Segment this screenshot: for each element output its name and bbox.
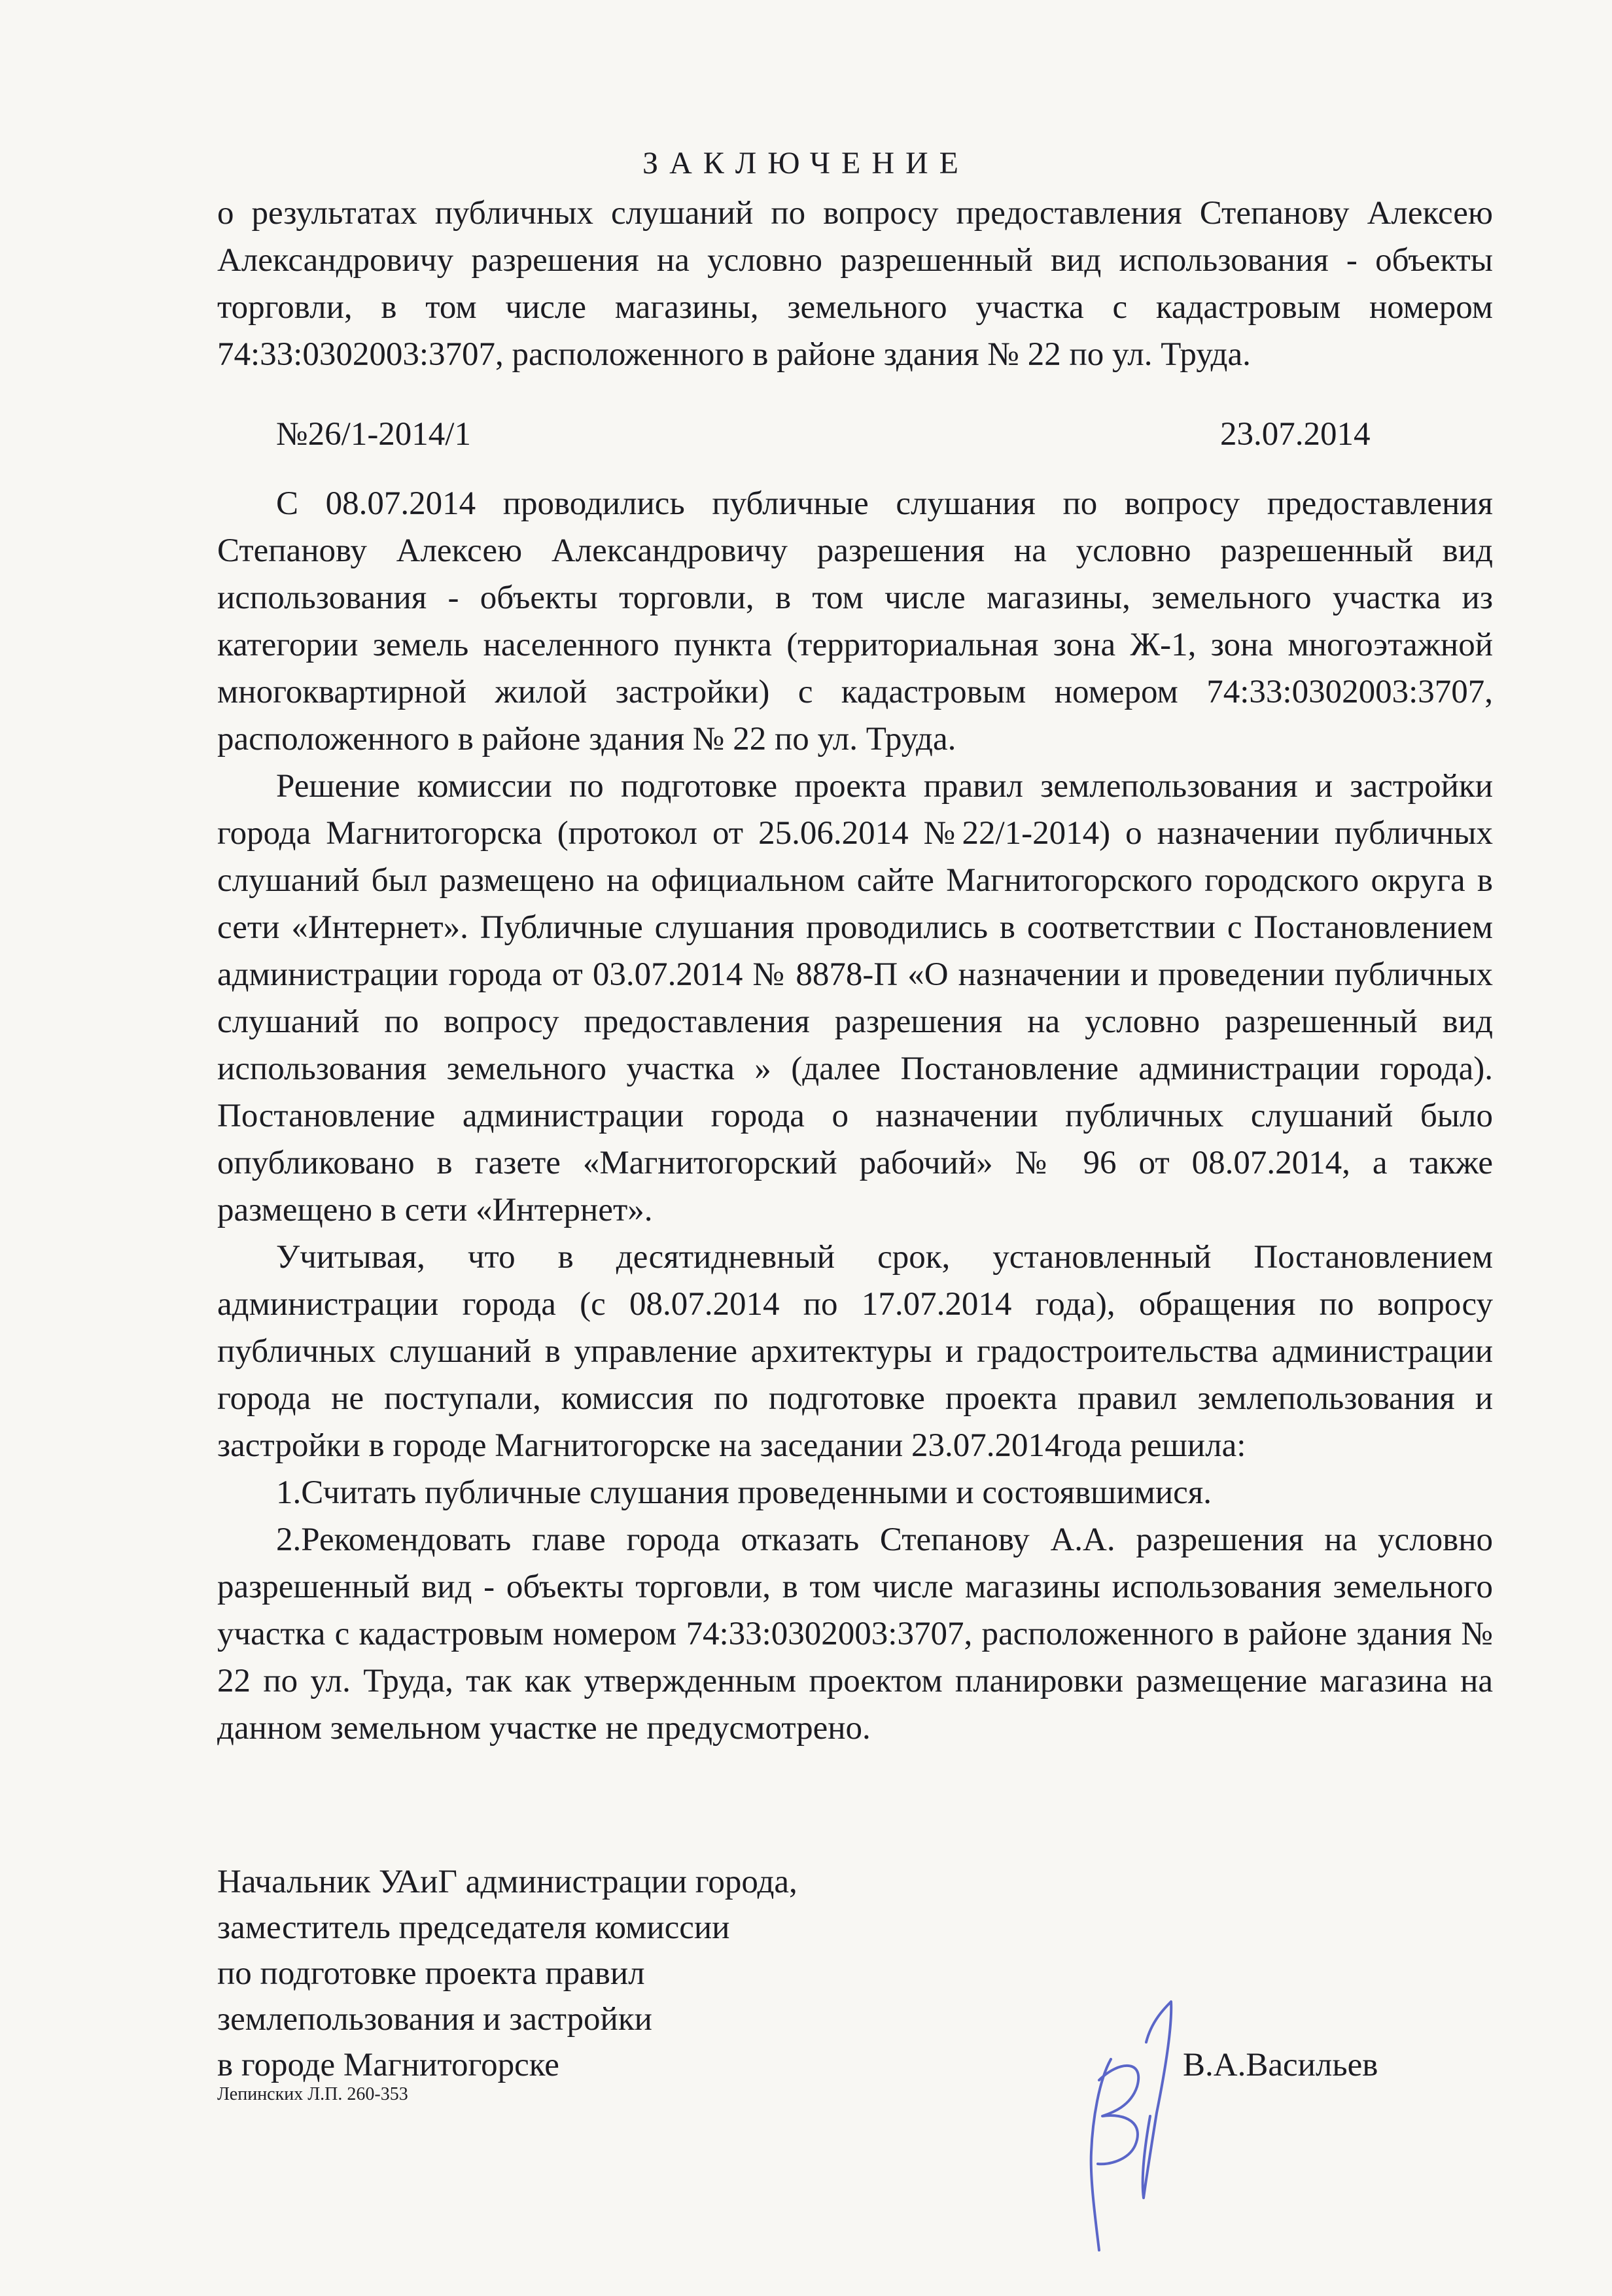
resolution-item: 1.Считать публичные слушания проведенными и состоявшимися. [276, 1474, 1212, 1511]
resolution-item: 2.Рекомендовать главе города отказать Степанову А.А. разрешения на условно разрешенный вид - объекты торговли, в том числе магазины использования земельного участка с кадастровым номером 74:33:0302003:3707, расположенного в районе здания № 22 по ул. Труда, так как утвержденным проектом планировки размещение магазина на данном земельном участке не предусмотрено. [217, 1522, 1493, 1747]
paragraph: Учитывая, что в десятидневный срок, установленный Постановлением администрации города (с 08.07.2014 по 17.07.2014 года), обращения по вопросу публичных слушаний в управление архитектуры и градостроительства администрации города не поступали, комиссия по подготовке проекта правил землепользования и застройки в городе Магнитогорске на заседании 23.07.2014года решила: [217, 1239, 1493, 1464]
signatory-position-line: по подготовке проекта правил [217, 1955, 645, 1992]
signatory-position-line: в городе Магнитогорске [217, 2047, 559, 2083]
document-date: 23.07.2014 [1220, 416, 1371, 453]
signatory-position-line: заместитель председателя комиссии [217, 1909, 730, 1946]
executor-note: Лепинских Л.П. 260-353 [217, 2084, 408, 2104]
signatory-position [217, 1859, 797, 2088]
document-body [217, 480, 1493, 1752]
paragraph: С 08.07.2014 проводились публичные слушания по вопросу предоставления Степанову Алексею Александровичу разрешения на условно разрешенный вид использования - объекты торговли, в том числе магазины, земельного участка из категории земель населенного пункта (территориальная зона Ж-1, зона многоэтажной многоквартирной жилой застройки) с кадастровым номером 74:33:0302003:3707, расположенного в районе здания № 22 по ул. Труда. [217, 485, 1493, 757]
document-subject: о результатах публичных слушаний по вопросу предоставления Степанову Алексею Александровичу разрешения на условно разрешенный вид использования - объекты торговли, в том числе магазины, земельного участка с кадастровым номером 74:33:0302003:3707, расположенного в районе здания № 22 по ул. Труда. [217, 195, 1493, 373]
document-title: ЗАКЛЮЧЕНИЕ [642, 146, 970, 181]
signatory-name: В.А.Васильев [1183, 2047, 1378, 2083]
signatory-position-line: Начальник УАиГ администрации города, [217, 1864, 797, 1900]
document-number: №26/1-2014/1 [276, 416, 471, 453]
handwritten-signature-icon [1073, 1982, 1191, 2257]
signatory-position-line: землепользования и застройки [217, 2001, 652, 2038]
paragraph: Решение комиссии по подготовке проекта правил землепользования и застройки города Магнитогорска (протокол от 25.06.2014 №22/1-2014) о назначении публичных слушаний был размещено на официальном сайте Магнитогорского городского округа в сети «Интернет». Публичные слушания проводились в соответствии с Постановлением администрации города от 03.07.2014 № 8878-П «О назначении и проведении публичных слушаний по вопросу предоставления разрешения на условно разрешенный вид использования земельного участка » (далее Постановление администрации города). Постановление администрации города о назначении публичных слушаний было опубликовано в газете «Магнитогорский рабочий» № 96 от 08.07.2014, а также размещено в сети «Интернет». [217, 768, 1493, 1228]
